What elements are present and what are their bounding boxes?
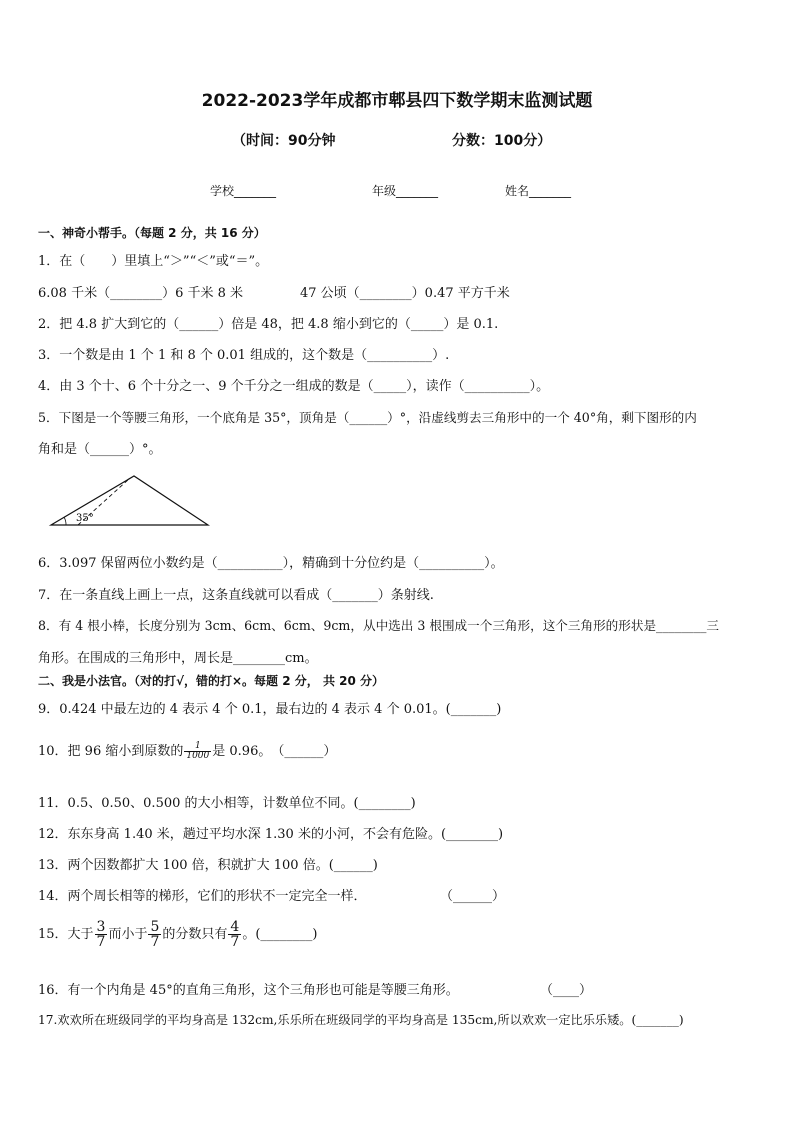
question-4: 4．由 3 个十、6 个十分之一、9 个千分之一组成的数是（_____），读作（__________）。 [38,379,550,394]
exam-score: 分数：100分） [452,133,552,149]
question-6: 6．3.097 保留两位小数约是（__________），精确到十分位约是（__________）。 [38,556,504,571]
question-10-text-pre: 10．把 96 缩小到原数的 [38,744,184,759]
exam-time: （时间：90分钟 [232,133,336,149]
question-15: 15．大于 $\frac{3}{7}$ 而小于 $\frac{5}{7}$ 的分数只有 $\frac{4}{7}$ 。(________) [38,919,318,950]
fraction-1-1000: $\frac{1}{1000}$ [186,741,210,761]
question-14: 14．两个周长相等的梯形，它们的形状不一定完全一样． [38,889,367,904]
question-3: 3．一个数是由 1 个 1 和 8 个 0.01 组成的，这个数是（__________）. [38,348,450,363]
isosceles-triangle-figure [48,470,213,530]
angle-arc [64,517,66,525]
page-title: 2022-2023学年成都市郫县四下数学期末监测试题 [201,91,593,111]
triangle-outline [51,476,208,525]
section2-heading: 二、我是小法官。（对的打√，错的打×。每题 2 分， 共 20 分） [38,674,384,688]
question-8-line1: 8．有 4 根小棒，长度分别为 3cm、6cm、6cm、9cm，从中选出 3 根围成一个三角形，这个三角形的形状是________三 [38,618,720,633]
fraction-5-7: $\frac{5}{7}$ [150,919,160,950]
question-8-line2: 角形。在围成的三角形中，周长是________cm。 [38,651,318,666]
fraction-4-7: $\frac{4}{7}$ [230,919,240,950]
question-11: 11．0.5、0.50、0.500 的大小相等，计数单位不同。(________) [38,796,416,811]
question-5-line2: 角和是（______）°。 [38,442,162,457]
question-12: 12．东东身高 1.40 米，趟过平均水深 1.30 米的小河，不会有危险。(________) [38,827,504,842]
question-5-line1: 5．下图是一个等腰三角形，一个底角是 35°，顶角是（______）°，沿虚线剪去三角形中的一个 40°角，剩下图形的内 [38,410,697,425]
grade-field: 年级_______ [372,184,439,198]
question-1b: 47 公顷（________）0.47 平方千米 [300,286,510,301]
question-2: 2．把 4.8 扩大到它的（______）倍是 48，把 4.8 缩小到它的（_____）是 0.1. [38,317,499,332]
question-16-blank: （____） [540,983,593,998]
question-13: 13．两个因数都扩大 100 倍，积就扩大 100 倍。(______) [38,858,378,873]
question-9: 9．0.424 中最左边的 4 表示 4 个 0.1，最右边的 4 表示 4 个 0.01。(_______) [38,702,502,717]
question-7: 7．在一条直线上画上一点，这条直线就可以看成（_______）条射线. [38,588,434,603]
question-17: 17.欢欢所在班级同学的平均身高是 132cm,乐乐所在班级同学的平均身高是 135cm,所以欢欢一定比乐乐矮。(_______) [38,1013,684,1027]
question-1: 1．在（ ）里填上“＞”“＜”或“＝”。 [38,254,269,269]
school-field: 学校_______ [210,184,277,198]
question-16: 16．有一个内角是 45°的直角三角形，这个三角形也可能是等腰三角形。 [38,983,459,998]
section1-heading: 一、神奇小帮手。（每题 2 分，共 16 分） [38,226,266,240]
angle-label: 35° [76,513,94,524]
question-10 [38,740,336,761]
question-14-blank: （______） [440,889,506,904]
question-1a: 6.08 千米（________）6 千米 8 米 [38,286,244,301]
name-field: 姓名_______ [505,184,572,198]
question-10-text-post: 是 0.96。 （______） [212,744,337,759]
fraction-3-7: $\frac{3}{7}$ [96,919,106,950]
